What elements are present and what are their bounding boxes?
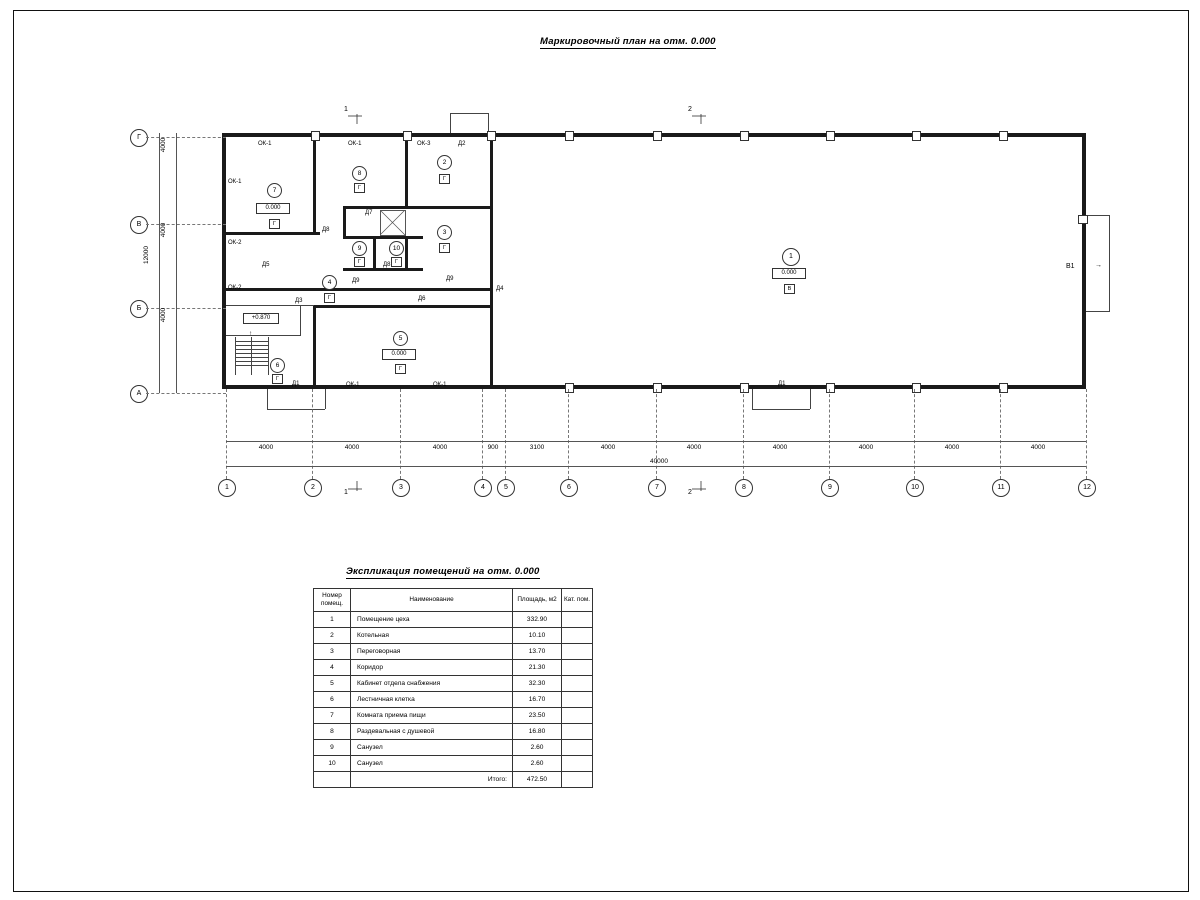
window-label-ok1-a: ОК-1 <box>258 141 272 147</box>
column-bottom-9 <box>826 383 835 393</box>
room-category-6: Г <box>272 374 283 384</box>
dim-bottom-11: 4000 <box>1030 444 1046 451</box>
axis-line-g <box>146 137 226 138</box>
table-row <box>314 660 593 676</box>
room-category-3: Г <box>439 243 450 253</box>
room-bubble-9: 9 <box>352 241 367 256</box>
column-top-9 <box>826 131 835 141</box>
cell-name: Помещение цеха <box>351 612 513 628</box>
table-row <box>314 724 593 740</box>
room-category-1: В <box>784 284 795 294</box>
axis-bubble-8: 8 <box>735 479 753 497</box>
cell-number: 6 <box>314 692 351 708</box>
table-row <box>314 756 593 772</box>
wall-v-1 <box>313 133 316 235</box>
room-bubble-1: 1 <box>782 248 800 266</box>
door-label-d6: Д6 <box>418 296 426 302</box>
dim-bottom-8: 4000 <box>772 444 788 451</box>
section-arrow-1-bottom-icon <box>348 481 366 493</box>
axis-bubble-9: 9 <box>821 479 839 497</box>
axis-bubble-10: 10 <box>906 479 924 497</box>
stair-arrow-head: ↑ <box>249 331 252 337</box>
cell-category <box>562 740 593 756</box>
table-row <box>314 692 593 708</box>
cell-name: Лестничная клетка <box>351 692 513 708</box>
axis-bubble-b: Б <box>130 300 148 318</box>
column-bottom-6 <box>565 383 574 393</box>
wall-h-5 <box>343 268 423 271</box>
column-top-3 <box>403 131 412 141</box>
header-name: Наименование <box>351 589 513 612</box>
column-top-6 <box>565 131 574 141</box>
room-explication-table <box>313 588 593 788</box>
section-arrow-2-top-icon <box>692 114 710 126</box>
total-category <box>562 772 593 788</box>
column-top-11 <box>999 131 1008 141</box>
room-bubble-4: 4 <box>322 275 337 290</box>
dim-bottom-5: 3100 <box>529 444 545 451</box>
cell-area: 10.10 <box>513 628 562 644</box>
cell-category <box>562 644 593 660</box>
section-arrow-2-bottom-icon <box>692 481 710 493</box>
cell-area: 13.70 <box>513 644 562 660</box>
cell-name: Переговорная <box>351 644 513 660</box>
room-category-5: Г <box>395 364 406 374</box>
window-label-ok1-b: ОК-1 <box>348 141 362 147</box>
door-label-d9-a: Д9 <box>352 278 360 284</box>
dim-bottom-3: 4000 <box>432 444 448 451</box>
cell-category <box>562 676 593 692</box>
wall-h-7 <box>313 305 493 308</box>
cell-number: 5 <box>314 676 351 692</box>
window-label-ok1-e: ОК-1 <box>433 382 447 388</box>
axis-bubble-11: 11 <box>992 479 1010 497</box>
total-label: Итого: <box>351 772 513 788</box>
dim-bottom-chain <box>226 441 1086 442</box>
room-bubble-8: 8 <box>352 166 367 181</box>
wall-v-2 <box>405 133 408 208</box>
cell-category <box>562 612 593 628</box>
cell-area: 2.60 <box>513 740 562 756</box>
cell-name: Коридор <box>351 660 513 676</box>
total-spacer <box>314 772 351 788</box>
wall-h-b-axis <box>222 288 493 291</box>
cell-category <box>562 692 593 708</box>
door-label-d9-b: Д9 <box>446 276 454 282</box>
door-label-d5: Д5 <box>262 262 270 268</box>
gate-line-side <box>1109 215 1110 312</box>
table-row <box>314 628 593 644</box>
axis-bubble-4: 4 <box>474 479 492 497</box>
grid-line-12 <box>1086 389 1087 479</box>
dim-left-outer <box>159 133 160 393</box>
room-bubble-2: 2 <box>437 155 452 170</box>
dim-bottom-7: 4000 <box>686 444 702 451</box>
door-label-d7: Д7 <box>365 210 373 216</box>
table-title: Экспликация помещений на отм. 0.000 <box>346 566 540 577</box>
dim-left-inner <box>176 133 177 393</box>
door-label-d3: Д3 <box>295 298 303 304</box>
dim-left-total: 12000 <box>143 245 150 265</box>
table-row <box>314 644 593 660</box>
table-row <box>314 676 593 692</box>
axis-bubble-g: Г <box>130 129 148 147</box>
porch-d1-bottom <box>752 409 810 410</box>
dim-left-1: 4000 <box>160 137 167 153</box>
gate-line-bottom <box>1086 311 1110 312</box>
axis-bubble-1: 1 <box>218 479 236 497</box>
door-label-d1-b: Д1 <box>778 381 786 387</box>
porch-a-left <box>267 389 268 409</box>
door-label-d8-a: Д8 <box>322 227 330 233</box>
column-right-1 <box>1078 215 1088 224</box>
column-bottom-7 <box>653 383 662 393</box>
window-label-ok3: ОК-3 <box>417 141 431 147</box>
stair-room-right <box>300 305 301 335</box>
wall-h-v-axis-left <box>222 232 320 235</box>
cell-area: 332.90 <box>513 612 562 628</box>
plan-title: Маркировочный план на отм. 0.000 <box>540 36 716 47</box>
axis-line-b <box>146 308 226 309</box>
cell-name: Котельная <box>351 628 513 644</box>
cell-number: 3 <box>314 644 351 660</box>
wall-v-3 <box>343 206 346 236</box>
wall-block-divider <box>490 133 493 389</box>
porch-d1-right <box>810 389 811 409</box>
axis-bubble-6: 6 <box>560 479 578 497</box>
room-elevation-5: 0.000 <box>382 349 416 360</box>
shaft-cross-icon <box>380 210 406 236</box>
section-mark-2-top: 2 <box>688 106 692 113</box>
dim-bottom-1: 4000 <box>258 444 274 451</box>
wall-h-6 <box>343 236 423 239</box>
gate-line-top <box>1086 215 1110 216</box>
cell-name: Кабинет отдела снабжения <box>351 676 513 692</box>
stair-flight-right <box>268 337 269 375</box>
dim-bottom-10: 4000 <box>944 444 960 451</box>
stair-arrow-line <box>251 337 252 375</box>
table-row <box>314 612 593 628</box>
column-top-8 <box>740 131 749 141</box>
door-label-d1-a: Д1 <box>292 381 300 387</box>
header-number: Номер помещ. <box>314 589 351 612</box>
cell-number: 10 <box>314 756 351 772</box>
cell-area: 23.50 <box>513 708 562 724</box>
cell-name: Санузел <box>351 740 513 756</box>
porch-a-right <box>325 389 326 409</box>
axis-bubble-v: В <box>130 216 148 234</box>
dim-left-2: 4000 <box>160 222 167 238</box>
cell-area: 16.70 <box>513 692 562 708</box>
section-arrow-1-top-icon <box>348 114 366 126</box>
wall-right <box>1082 133 1086 389</box>
door-label-d4: Д4 <box>496 286 504 292</box>
cell-area: 21.30 <box>513 660 562 676</box>
column-top-7 <box>653 131 662 141</box>
table-total-row <box>314 772 593 788</box>
dim-bottom-total-line <box>226 466 1086 467</box>
cell-number: 9 <box>314 740 351 756</box>
cell-area: 2.60 <box>513 756 562 772</box>
dim-left-3: 4000 <box>160 307 167 323</box>
room-elevation-1: 0.000 <box>772 268 806 279</box>
cell-number: 1 <box>314 612 351 628</box>
room-category-4: Г <box>324 293 335 303</box>
axis-bubble-5: 5 <box>497 479 515 497</box>
cell-name: Раздевальная с душевой <box>351 724 513 740</box>
window-label-ok1-c: ОК-1 <box>228 179 242 185</box>
door-label-d2: Д2 <box>458 141 466 147</box>
dim-bottom-4: 900 <box>487 444 499 451</box>
wall-h-3 <box>405 206 493 209</box>
table-row <box>314 740 593 756</box>
axis-line-a <box>146 393 226 394</box>
dim-bottom-total: 40000 <box>649 458 669 465</box>
room-bubble-6: 6 <box>270 358 285 373</box>
wall-v-4 <box>373 236 376 270</box>
section-mark-1-top: 1 <box>344 106 348 113</box>
porch-a-bottom <box>267 409 325 410</box>
cell-number: 2 <box>314 628 351 644</box>
gate-arrow: → <box>1095 262 1102 269</box>
cell-name: Комната приема пищи <box>351 708 513 724</box>
room-bubble-10: 10 <box>389 241 404 256</box>
porch-top-right <box>488 113 489 133</box>
room-bubble-3: 3 <box>437 225 452 240</box>
room-category-7: Г <box>269 219 280 229</box>
room-category-10: Г <box>391 257 402 267</box>
room-elevation-7: 0.000 <box>256 203 290 214</box>
axis-bubble-12: 12 <box>1078 479 1096 497</box>
wall-h-4 <box>343 206 405 209</box>
column-top-4 <box>487 131 496 141</box>
wall-v-5 <box>405 236 408 270</box>
cell-number: 8 <box>314 724 351 740</box>
gate-label: В1 <box>1066 263 1075 270</box>
header-category: Кат. пом. <box>562 589 593 612</box>
cell-category <box>562 628 593 644</box>
cell-area: 16.80 <box>513 724 562 740</box>
wall-v-6 <box>313 305 316 389</box>
stair-room-bottom <box>226 335 301 336</box>
window-label-ok2-b: ОК-2 <box>228 285 242 291</box>
dim-bottom-6: 4000 <box>600 444 616 451</box>
room-category-9: Г <box>354 257 365 267</box>
dim-bottom-2: 4000 <box>344 444 360 451</box>
section-mark-2-bottom: 2 <box>688 489 692 496</box>
window-label-ok1-d: ОК-1 <box>346 382 360 388</box>
cell-area: 32.30 <box>513 676 562 692</box>
room-category-2: Г <box>439 174 450 184</box>
stair-flight-left <box>235 337 236 375</box>
room-bubble-5: 5 <box>393 331 408 346</box>
cell-category <box>562 724 593 740</box>
axis-bubble-3: 3 <box>392 479 410 497</box>
room-bubble-7: 7 <box>267 183 282 198</box>
porch-top-top <box>450 113 488 114</box>
cell-number: 7 <box>314 708 351 724</box>
door-label-d8-b: Д8 <box>383 262 391 268</box>
table-row <box>314 708 593 724</box>
axis-bubble-a: А <box>130 385 148 403</box>
porch-d1-left <box>752 389 753 409</box>
axis-line-v <box>146 224 226 225</box>
dim-bottom-9: 4000 <box>858 444 874 451</box>
elevation-plus-0870: +0.870 <box>243 313 279 324</box>
column-top-10 <box>912 131 921 141</box>
wall-left <box>222 133 226 389</box>
column-top-2 <box>311 131 320 141</box>
header-area: Площадь, м2 <box>513 589 562 612</box>
cell-name: Санузел <box>351 756 513 772</box>
porch-top-left <box>450 113 451 133</box>
total-value: 472.50 <box>513 772 562 788</box>
column-bottom-8 <box>740 383 749 393</box>
window-label-ok2-a: ОК-2 <box>228 240 242 246</box>
cell-category <box>562 756 593 772</box>
room-category-8: Г <box>354 183 365 193</box>
cell-category <box>562 660 593 676</box>
axis-bubble-7: 7 <box>648 479 666 497</box>
cell-category <box>562 708 593 724</box>
section-mark-1-bottom: 1 <box>344 489 348 496</box>
cell-number: 4 <box>314 660 351 676</box>
table-header-row <box>314 589 593 612</box>
axis-bubble-2: 2 <box>304 479 322 497</box>
